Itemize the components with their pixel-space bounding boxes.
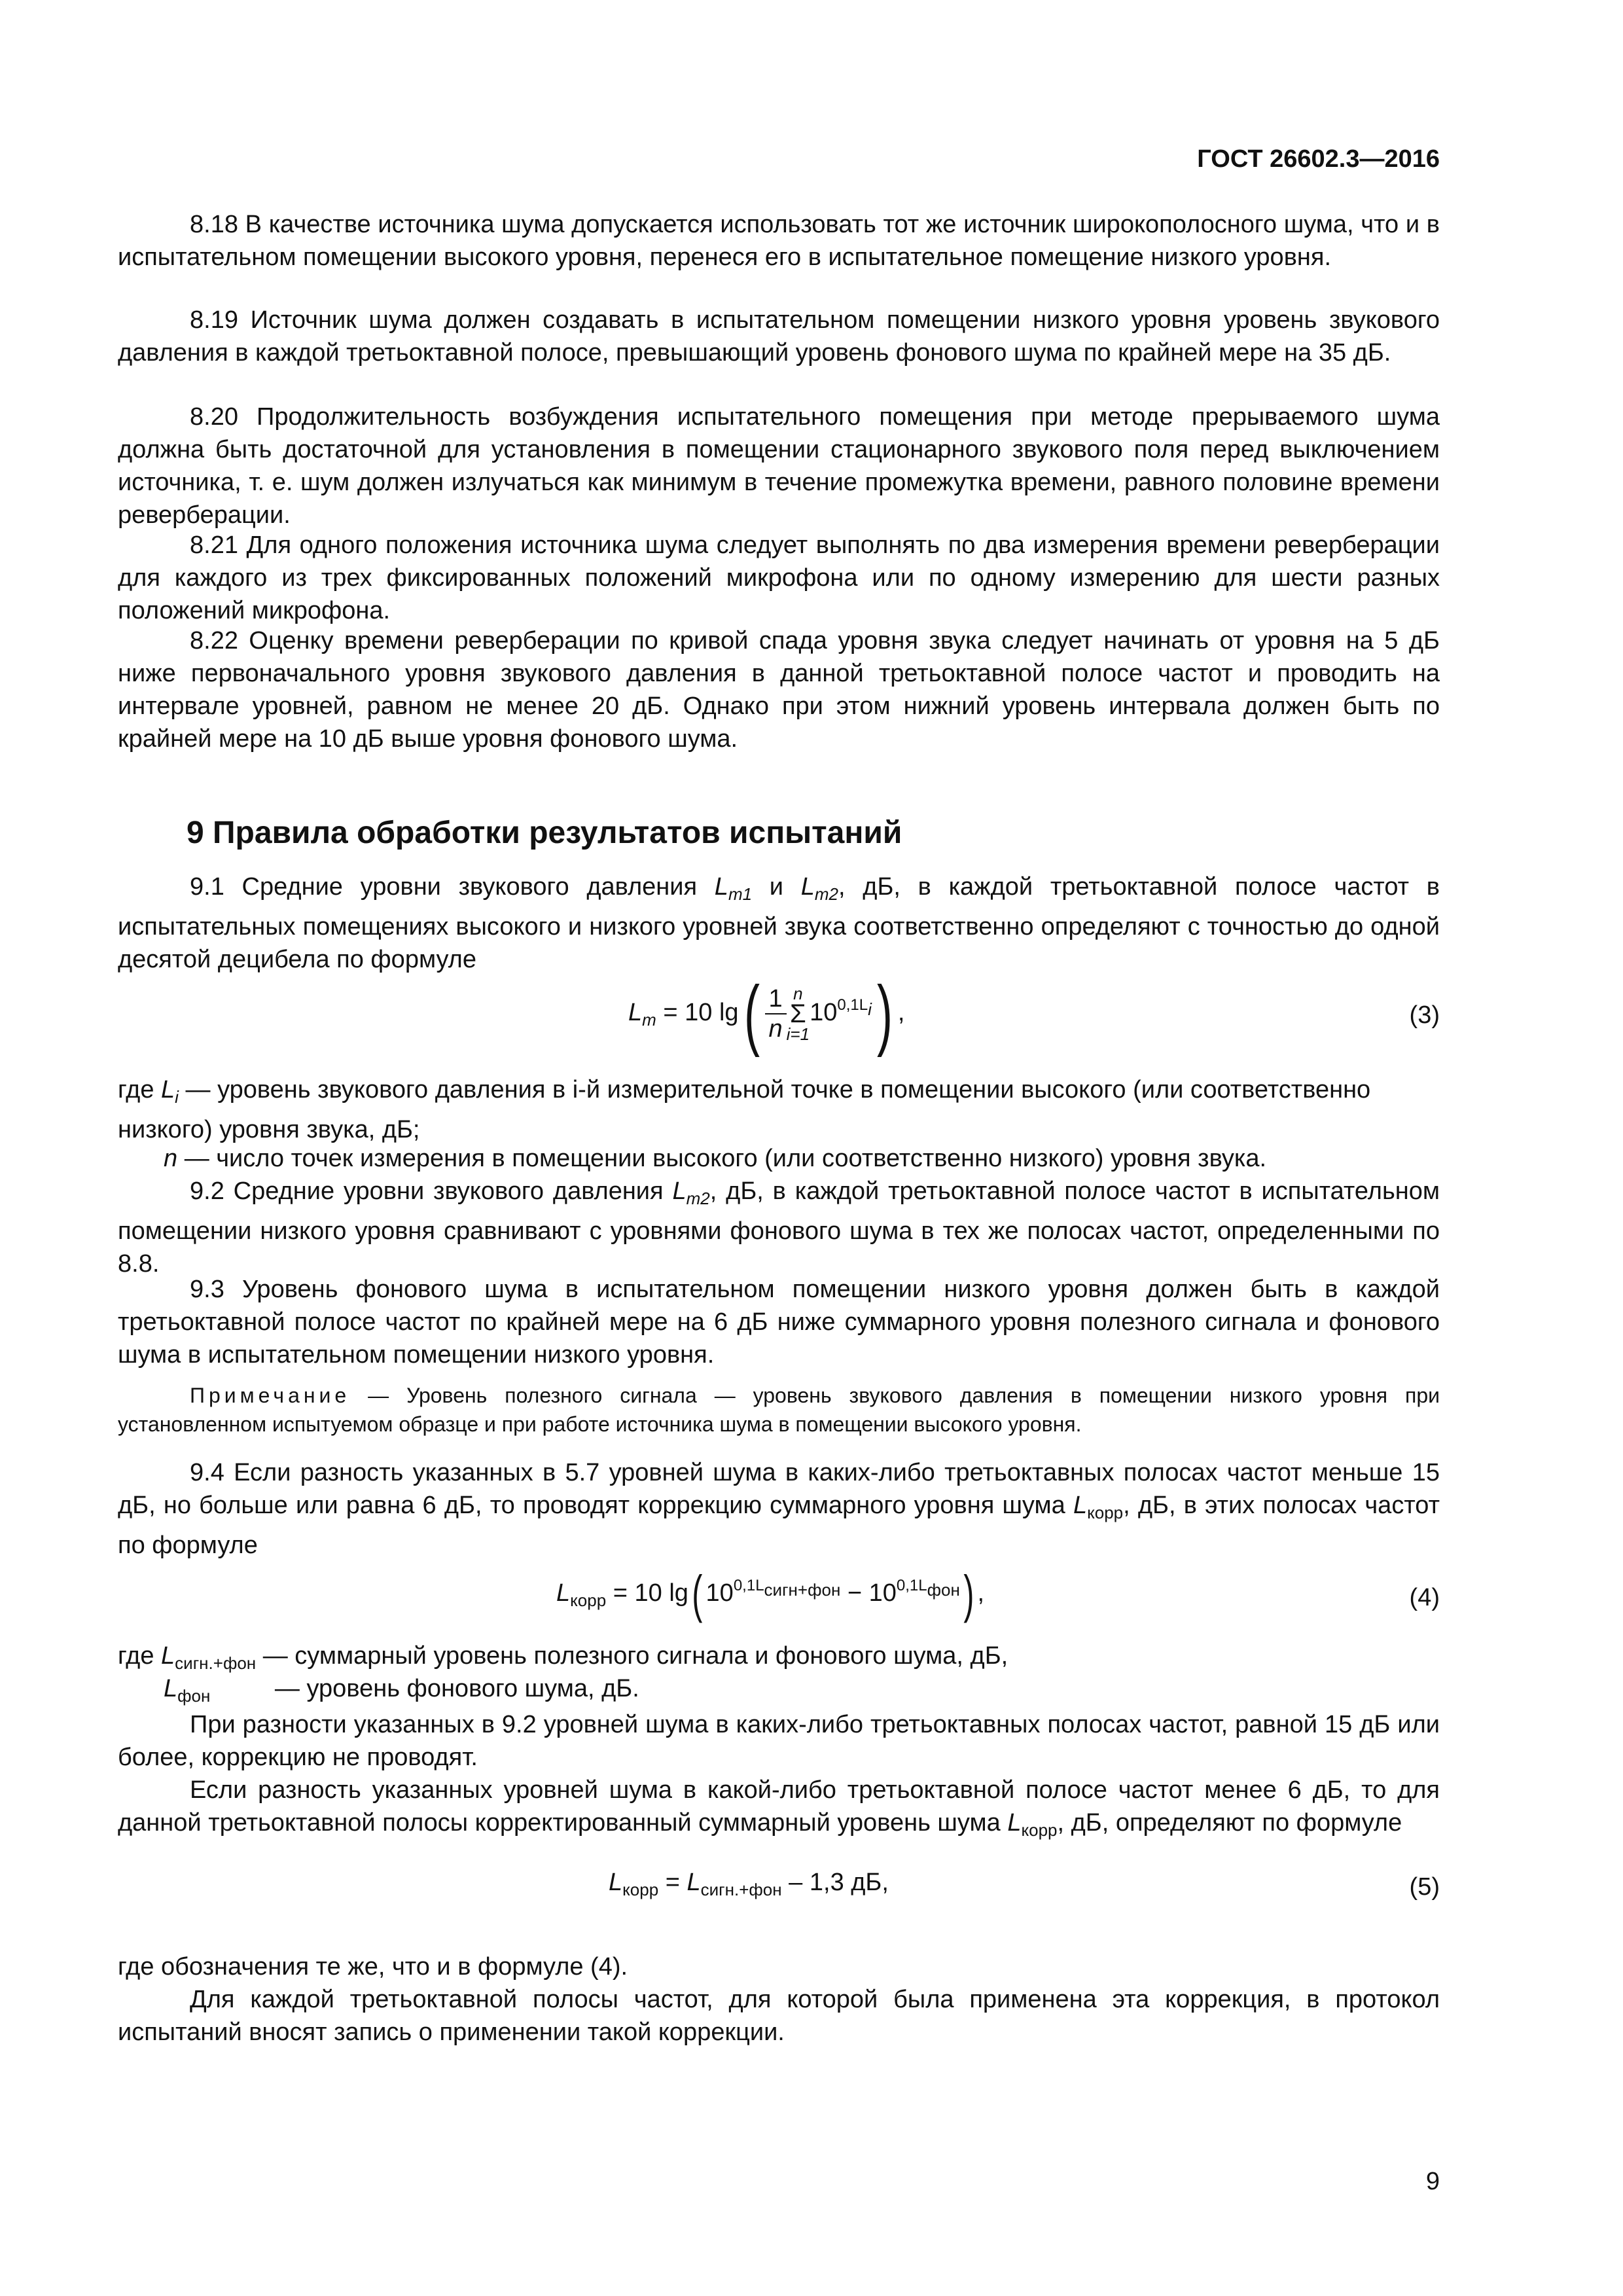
- formula-5-number: (5): [1409, 1873, 1440, 1901]
- formula-4: $L_{корр} = 10$ lg( $10^{0,1L_{сигн+фон}} - 10^{0,1L_{фон}}$) ,: [556, 1565, 985, 1623]
- formula-3: $L_m = 10$ lg( $\frac{1}{n}$ n Σ i=1 $10^{0,1L_i}$) ,: [628, 970, 905, 1058]
- paragraph-8-19: 8.19 Источник шума должен создавать в испытательном помещении низкого уровня уровень звукового давления в каждой третьоктавной полосе, превышающий уровень фонового шума по крайней мере на 35 дБ.: [118, 306, 1440, 367]
- paragraph-no-correction: При разности указанных в 9.2 уровней шума в каких-либо третьоктавных полосах частот, равной 15 дБ или более, коррекцию не проводят.: [118, 1711, 1440, 1771]
- formula-3-number: (3): [1409, 1001, 1440, 1029]
- paragraph-correction-below-6db: Если разность указанных уровней шума в какой-либо третьоктавной полосе частот менее 6 дБ, то для данной третьоктавной полосы корректированный суммарный уровень шума $L_{корр}$, дБ, определяют по формуле: [118, 1776, 1440, 1840]
- paragraph-8-21: 8.21 Для одного положения источника шума следует выполнять по два измерения времени реверберации для каждого из трех фиксированных положений микрофона или по одному измерению для шести разных положений микрофона.: [118, 531, 1440, 624]
- paragraph-9-1: 9.1 Средние уровни звукового давления $L_{m1}$ и $L_{m2}$, дБ, в каждой третьоктавной полосе частот в испытательных помещениях высокого и низкого уровней звука соответственно определяют с точностью до одной десятой децибела по формуле: [118, 873, 1440, 973]
- formula-5: $L_{корр} = L_{сигн.+фон} - 1,3$ дБ,: [609, 1869, 889, 1899]
- note: Примечание — Уровень полезного сигнала — уровень звукового давления в помещении низкого уровня при установленном испытуемом образце и при работе источника шума в помещении высокого уровня.: [118, 1384, 1440, 1436]
- paragraph-8-20: 8.20 Продолжительность возбуждения испытательного помещения при методе прерываемого шума должна быть достаточной для установления в помещении стационарного звукового поля перед выключением источника, т. е. шум должен излучаться как минимум в течение промежутка времени, равного половине времени реверберации.: [118, 403, 1440, 529]
- formula-4-number: (4): [1409, 1584, 1440, 1611]
- document-page: [118, 0, 1440, 2296]
- where-3-item-2: n — число точек измерения в помещении высокого (или соответственно низкого) уровня звука.: [164, 1145, 1267, 1172]
- paragraph-notation: где обозначения те же, что и в формуле (4).: [118, 1953, 628, 1981]
- paragraph-9-2: 9.2 Средние уровни звукового давления $L_{m2}$, дБ, в каждой третьоктавной полосе частот в испытательном помещении низкого уровня сравнивают с уровнями фонового шума в тех же полосах частот, определенными по 8.8.: [118, 1177, 1440, 1278]
- document-code: ГОСТ 26602.3—2016: [1197, 145, 1440, 173]
- where-3-item-1: где $L_i$ — уровень звукового давления в i-й измерительной точке в помещении высокого (или соответственно низкого) уровня звука, дБ;: [118, 1076, 1371, 1143]
- paragraph-protocol: Для каждой третьоктавной полосы частот, для которой была применена эта коррекция, в протокол испытаний вносят запись о применении такой коррекции.: [118, 1986, 1440, 2046]
- where-4-item-1: где $L_{сигн.+фон}$ — суммарный уровень полезного сигнала и фонового шума, дБ,: [118, 1642, 1008, 1673]
- paragraph-9-4: 9.4 Если разность указанных в 5.7 уровней шума в каких-либо третьоктавных полосах частот меньше 15 дБ, но больше или равна 6 дБ, то проводят коррекцию суммарного уровня шума $L_{корр}$, дБ, в этих полосах частот по формуле: [118, 1459, 1440, 1559]
- section-heading: 9 Правила обработки результатов испытаний: [187, 816, 902, 850]
- where-4-item-2: $L_{фон}$ — уровень фонового шума, дБ.: [164, 1675, 639, 1706]
- paragraph-8-18: 8.18 В качестве источника шума допускается использовать тот же источник широкополосного шума, что и в испытательном помещении высокого уровня, перенеся его в испытательное помещение низкого уровня.: [118, 211, 1440, 271]
- paragraph-9-3: 9.3 Уровень фонового шума в испытательном помещении низкого уровня должен быть в каждой третьоктавной полосе частот по крайней мере на 6 дБ ниже суммарного уровня полезного сигнала и фонового шума в испытательном помещении низкого уровня.: [118, 1276, 1440, 1369]
- page-number: 9: [1425, 2168, 1440, 2195]
- paragraph-8-22: 8.22 Оценку времени реверберации по кривой спада уровня звука следует начинать от уровня на 5 дБ ниже первоначального уровня звукового давления в данной третьоктавной полосе частот и проводить на интервале уровней, равном не менее 20 дБ. Однако при этом нижний уровень интервала должен быть по крайней мере на 10 дБ выше уровня фонового шума.: [118, 627, 1440, 753]
